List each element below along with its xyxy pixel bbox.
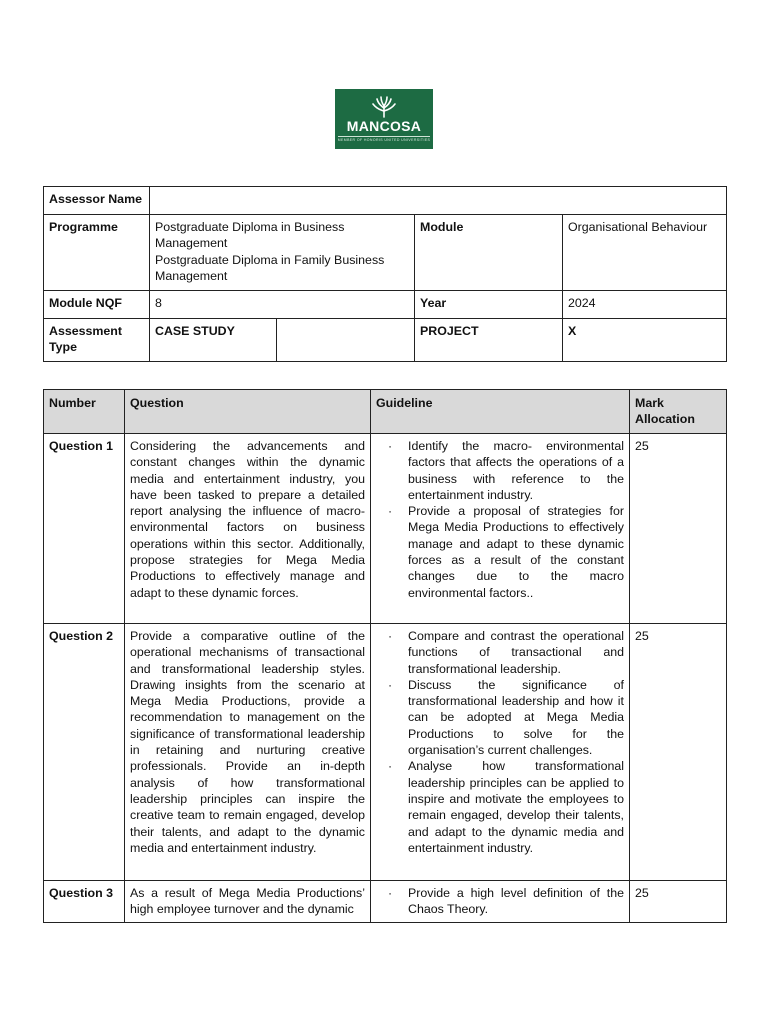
guideline-text: Analyse how transformational leadership principles can be applied to inspire and motivate the employees to remain engaged, develop their talents, and adapt to the dynamic media and entertainment industry. [408,759,624,855]
module-nqf-value: 8 [150,291,415,319]
programme-label: Programme [44,215,150,291]
bullet-icon: · [388,886,393,900]
bullet-icon: · [388,629,393,643]
header-number: Number [44,390,125,434]
header-question: Question [125,390,371,434]
assessor-row [44,187,727,215]
guideline-text: Identify the macro- environmental factors that affects the operations of a business with reference to the entertainment industry. [408,439,624,502]
bullet-icon: · [388,677,393,692]
guideline-text: Provide a high level definition of the Chaos Theory. [408,886,624,917]
year-value: 2024 [563,291,727,319]
guideline-item [376,438,624,503]
question-number: Question 3 [44,881,125,923]
project-label: PROJECT [415,319,563,362]
module-value: Organisational Behaviour [563,215,727,291]
mark-value: 25 [630,881,727,923]
guideline-item [376,628,624,677]
assessor-name-label: Assessor Name [44,187,150,215]
case-study-value[interactable] [277,319,415,362]
question-number: Question 2 [44,624,125,881]
questions-table [43,389,727,923]
guideline-cell [371,434,630,624]
case-study-label: CASE STUDY [150,319,277,362]
guideline-item [376,677,624,758]
module-nqf-label: Module NQF [44,291,150,319]
assessment-info-table [43,186,727,362]
question-text: As a result of Mega Media Productions’ high employee turnover and the dynamic [125,881,371,923]
guideline-item [376,885,624,918]
question-text: Considering the advancements and constant changes within the dynamic media and entertainment industry, you have been tasked to prepare a detailed report analysing the influence of macro-environmental factors on business operations within this sector. Additionally, propose strategies for Mega Media Productions to effectively manage and adapt to these dynamic forces. [125,434,371,624]
programme-line-2: Postgraduate Diploma in Family Business Management [155,252,385,283]
table-row [44,624,727,881]
programme-value [150,215,415,291]
module-label: Module [415,215,563,291]
assessment-type-label: Assessment Type [44,319,150,362]
tree-emblem-icon [371,96,397,118]
mark-value: 25 [630,624,727,881]
question-number: Question 1 [44,434,125,624]
guideline-cell [371,624,630,881]
programme-row [44,215,727,291]
logo-tagline: MEMBER OF HONORIS UNITED UNIVERSITIES [337,138,431,142]
header-guideline: Guideline [371,390,630,434]
assessor-name-field[interactable] [150,187,727,215]
assessment-type-row [44,319,727,362]
mancosa-logo [335,89,433,149]
guideline-cell [371,881,630,923]
programme-line-1: Postgraduate Diploma in Business Management [155,220,345,251]
logo-wordmark: MANCOSA [346,118,422,134]
nqf-row [44,291,727,319]
project-value: X [563,319,727,362]
table-row [44,881,727,923]
header-mark-allocation: Mark Allocation [630,390,727,434]
guideline-item [376,503,624,601]
bullet-icon: · [388,439,393,453]
guideline-item [376,758,624,856]
year-label: Year [415,291,563,319]
questions-header-row [44,390,727,434]
bullet-icon: · [388,504,393,519]
mark-value: 25 [630,434,727,624]
table-row [44,434,727,624]
bullet-icon: · [388,759,393,774]
guideline-text: Discuss the significance of transformational leadership and how it can be adopted at Mega Media Productions to solve for the organisation’s current challenges. [408,677,624,758]
question-text: Provide a comparative outline of the operational mechanisms of transactional and transformational leadership styles. Drawing insights from the scenario at Mega Media Productions, provide a recommendation to management on the significance of transformational leadership in retaining and nurturing creative professionals. Provide an in-depth analysis of how transformational leadership principles can inspire the creative team to remain engaged, develop their talents, and adapt to the dynamic media and entertainment industry. [125,624,371,881]
guideline-text: Compare and contrast the operational functions of transactional and transformational leadership. [408,629,624,676]
guideline-text: Provide a proposal of strategies for Mega Media Productions to effectively manage and adapt to these dynamic forces as a result of the constant changes due to the macro environmental factors.. [408,504,624,600]
